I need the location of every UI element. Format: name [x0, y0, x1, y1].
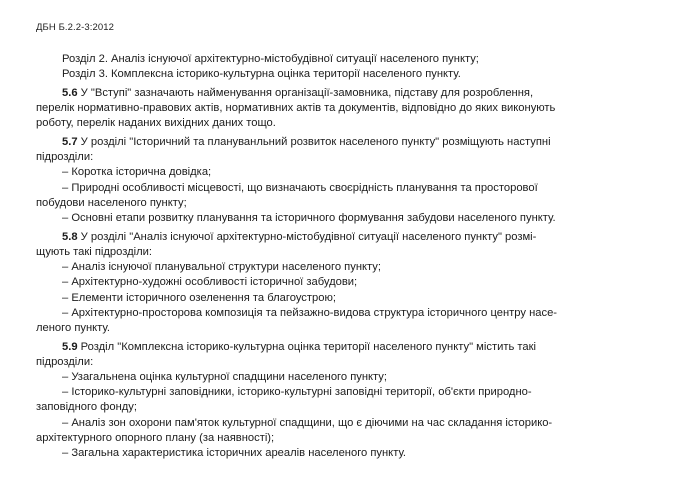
clause-5-7-first-line	[36, 135, 626, 150]
list-item: – Архітектурно-просторова композиція та пейзажно-видова структура історичного центру насе-	[62, 306, 558, 319]
list-item: – Аналіз існуючої планувальної структури населеного пункту;	[62, 261, 381, 274]
text-line: побудови населеного пункту;	[36, 196, 187, 209]
document-body	[36, 52, 626, 461]
clause-5-6-first-line	[36, 86, 626, 101]
clause-number: 5.9	[62, 340, 78, 353]
text-line: щують такі підрозділи:	[36, 245, 153, 258]
text-line: перелік нормативно-правових актів, нормативних актів та документів, відповідно до яких виконують	[36, 102, 556, 115]
clause-number: 5.7	[62, 136, 78, 149]
list-item: – Природні особливості місцевості, що визначають своєрідність планування та просторової	[62, 181, 538, 194]
text-line: Розділ "Комплексна історико-культурна оцінка території населеного пункту" містить такі	[80, 340, 536, 353]
text-line: лeного пункту.	[36, 321, 110, 334]
list-item: – Архітектурно-художні особливості історичної забудови;	[62, 276, 358, 289]
text-line: У розділі "Історичний та плануванльний розвиток населеного пункту" розміщують наступні	[80, 136, 551, 149]
list-item: – Коротка історична довідка;	[62, 166, 212, 179]
list-item: – Узагальнена оцінка культурної спадщини населеного пункту;	[62, 371, 388, 384]
list-item: – Елементи історичного озеленення та благоустрою;	[62, 291, 336, 304]
text-line: У розділі "Аналіз існуючої архітектурно-містобудівної ситуації населеного пункту" розмі-	[80, 230, 537, 243]
text-line: підрозділи:	[36, 151, 94, 164]
list-item: – Аналіз зон охорони пам'яток культурної спадщини, що є діючими на час складання історико-	[62, 416, 553, 429]
clause-5-9-first-line	[36, 340, 626, 355]
clause-number: 5.8	[62, 230, 78, 243]
list-item: – Історико-культурні заповідники, історико-культурні заповідні території, об'єкти природно-	[62, 386, 532, 399]
list-item: – Основні етапи розвитку планування та історичного формування забудови населеного пункту.	[62, 212, 556, 225]
text-line: Розділ 3. Комплексна історико-культурна оцінка території населеного пункту.	[62, 68, 461, 81]
text-line: заповідного фонду;	[36, 401, 137, 414]
document-code-header: ДБН Б.2.2-3:2012	[36, 22, 115, 33]
text-line: Розділ 2. Аналіз існуючої архітектурно-містобудівної ситуації населеного пункту;	[62, 53, 479, 65]
list-item: – Загальна характеристика історичних ареалів населеного пункту.	[62, 447, 407, 460]
text-line: роботу, перелік наданих вихідних даних тощо.	[36, 117, 276, 130]
clause-number: 5.6	[62, 86, 78, 99]
text-line: архітектурного опорного плану (за наявності);	[36, 431, 275, 444]
text-line: підрозділи:	[36, 355, 94, 368]
text-line: У "Вступі" зазначають найменування організації-замовника, підставу для розроблення,	[80, 86, 534, 99]
clause-5-8-first-line	[36, 230, 626, 245]
